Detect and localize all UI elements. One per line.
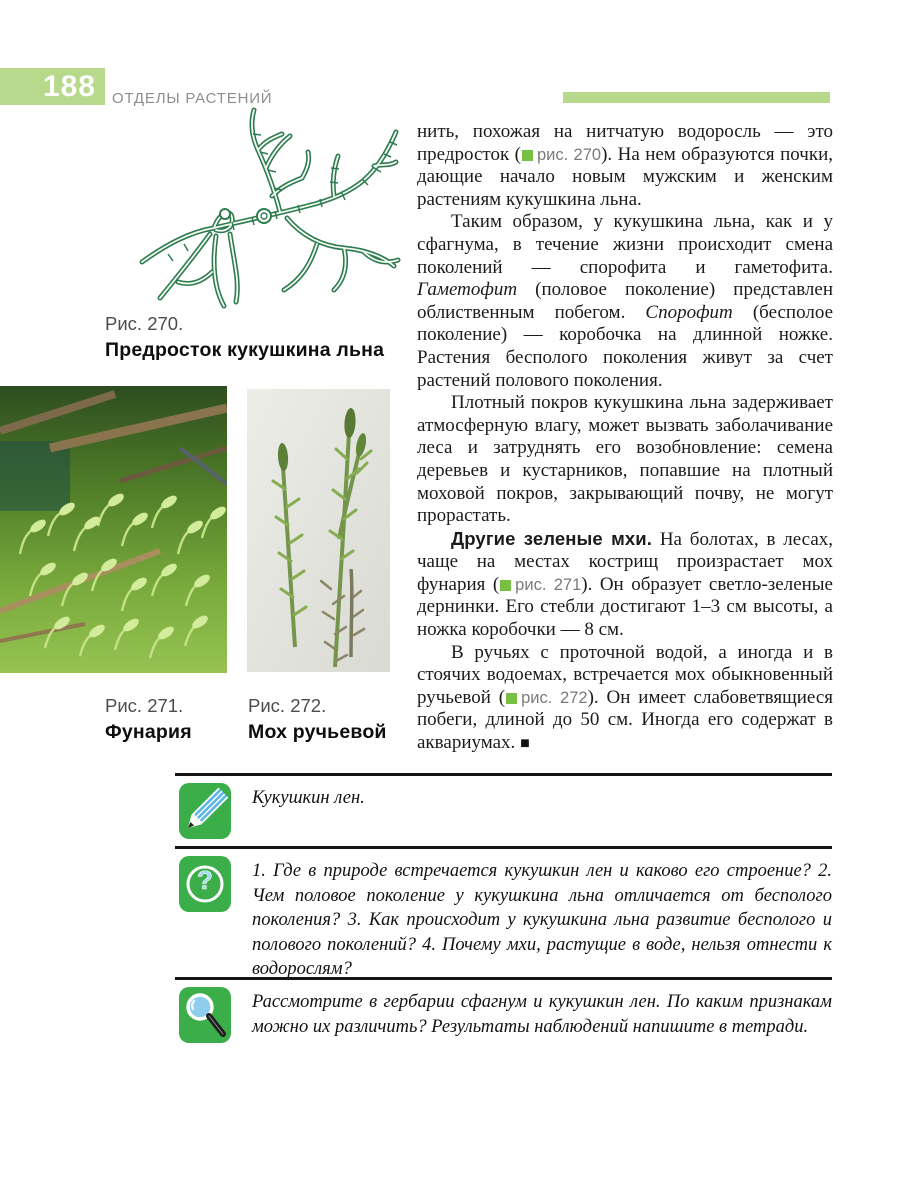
page-number: 188: [42, 70, 96, 103]
figure-ref-square-icon: [500, 580, 511, 591]
protonema-drawing-svg: [112, 104, 414, 316]
figure-272-label: Рис. 272.: [248, 695, 327, 716]
paragraph: Таким образом, у кукушкина льна, как и у сфагнума, в течение жизни происходит смена поколений — спорофита и гаметофита. Гаметофит (половое поколение) представлен облиственным побегом. Спорофит (бесполое поколение) — коробочка на длинной ножке. Растения бесполого поколения живут за счет растений полового поколения.: [417, 211, 833, 391]
stream-moss-photo: [247, 389, 390, 672]
magnifier-icon: [179, 987, 231, 1043]
figure-271-title: Фунария: [105, 721, 192, 743]
section-header: ОТДЕЛЫ РАСТЕНИЙ: [112, 90, 273, 107]
question-icon: [179, 856, 231, 912]
figure-271-label: Рис. 271.: [105, 695, 184, 716]
paragraph: нить, похожая на нитчатую водоросль — это предросток ( рис. 270). На нем образуются почки, дающие начало новым мужским и женским растениям кукушкина льна.: [417, 121, 833, 210]
protonema-drawing: [112, 104, 414, 316]
task-box: [175, 977, 832, 1043]
figure-reference: рис. 271: [499, 576, 581, 594]
stream-moss-photo-svg: [247, 389, 390, 672]
figure-ref-square-icon: [522, 150, 533, 161]
funaria-photo-svg: [0, 386, 227, 673]
figure-ref-square-icon: [506, 693, 517, 704]
page-number-block: [0, 68, 105, 105]
figure-270-label: Рис. 270.: [105, 313, 184, 334]
note-text: Кукушкин лен.: [252, 788, 365, 808]
task-text: Рассмотрите в гербарии сфагнум и кукушкин лен. По каким признакам можно их различить? Результаты наблюдений напишите в тетради.: [252, 992, 832, 1037]
svg-text:?: ?: [197, 865, 213, 895]
questions-text: 1. Где в природе встречается кукушкин лен и каково его строение? 2. Чем половое поколение у кукушкина льна отличается от бесполого поколения? 3. Как происходит у кукушкина льна развитие бесполого и полового поколений? 4. Почему мхи, растущие в воде, нельзя отнести к водорослям?: [252, 861, 832, 979]
funaria-photo: [0, 386, 227, 673]
figure-272-caption: [248, 695, 387, 744]
end-of-article-mark: ■: [520, 735, 530, 753]
note-box: [175, 773, 832, 839]
figure-reference: рис. 270: [521, 146, 601, 164]
figure-reference: рис. 272: [505, 689, 587, 707]
figure-272-title: Мох ручьевой: [248, 721, 387, 743]
figure-270-caption: [105, 313, 384, 362]
pencil-icon: [179, 783, 231, 839]
figure-270-title: Предросток кукушкина льна: [105, 339, 385, 361]
article: [417, 121, 833, 756]
figure-271-caption: [105, 695, 192, 744]
paragraph: В ручьях с проточной водой, а иногда и в стоячих водоемах, встречается мох обыкновенный ручьевой ( рис. 272). Он имеет слабоветвящиеся побеги, длиной до 50 см. Иногда его содержат в аквариумах. ■: [417, 641, 833, 754]
questions-box: [175, 846, 832, 982]
header-accent-bar: [563, 92, 830, 103]
paragraph: Другие зеленые мхи. На болотах, в лесах, чаще на местах кострищ произрастает мох фунария ( рис. 271). Он образует светло-зеленые дернинки. Его стебли достигают 1–3 см высоты, а ножка коробочки — 8 см.: [417, 527, 833, 641]
paragraph: Плотный покров кукушкина льна задерживает атмосферную влагу, может вызвать заболачивание леса и затруднять его возобновление: семена деревьев и кустарников, попавшие на плотный моховой покров, закрывающий почву, не могут прорастать.: [417, 392, 833, 527]
